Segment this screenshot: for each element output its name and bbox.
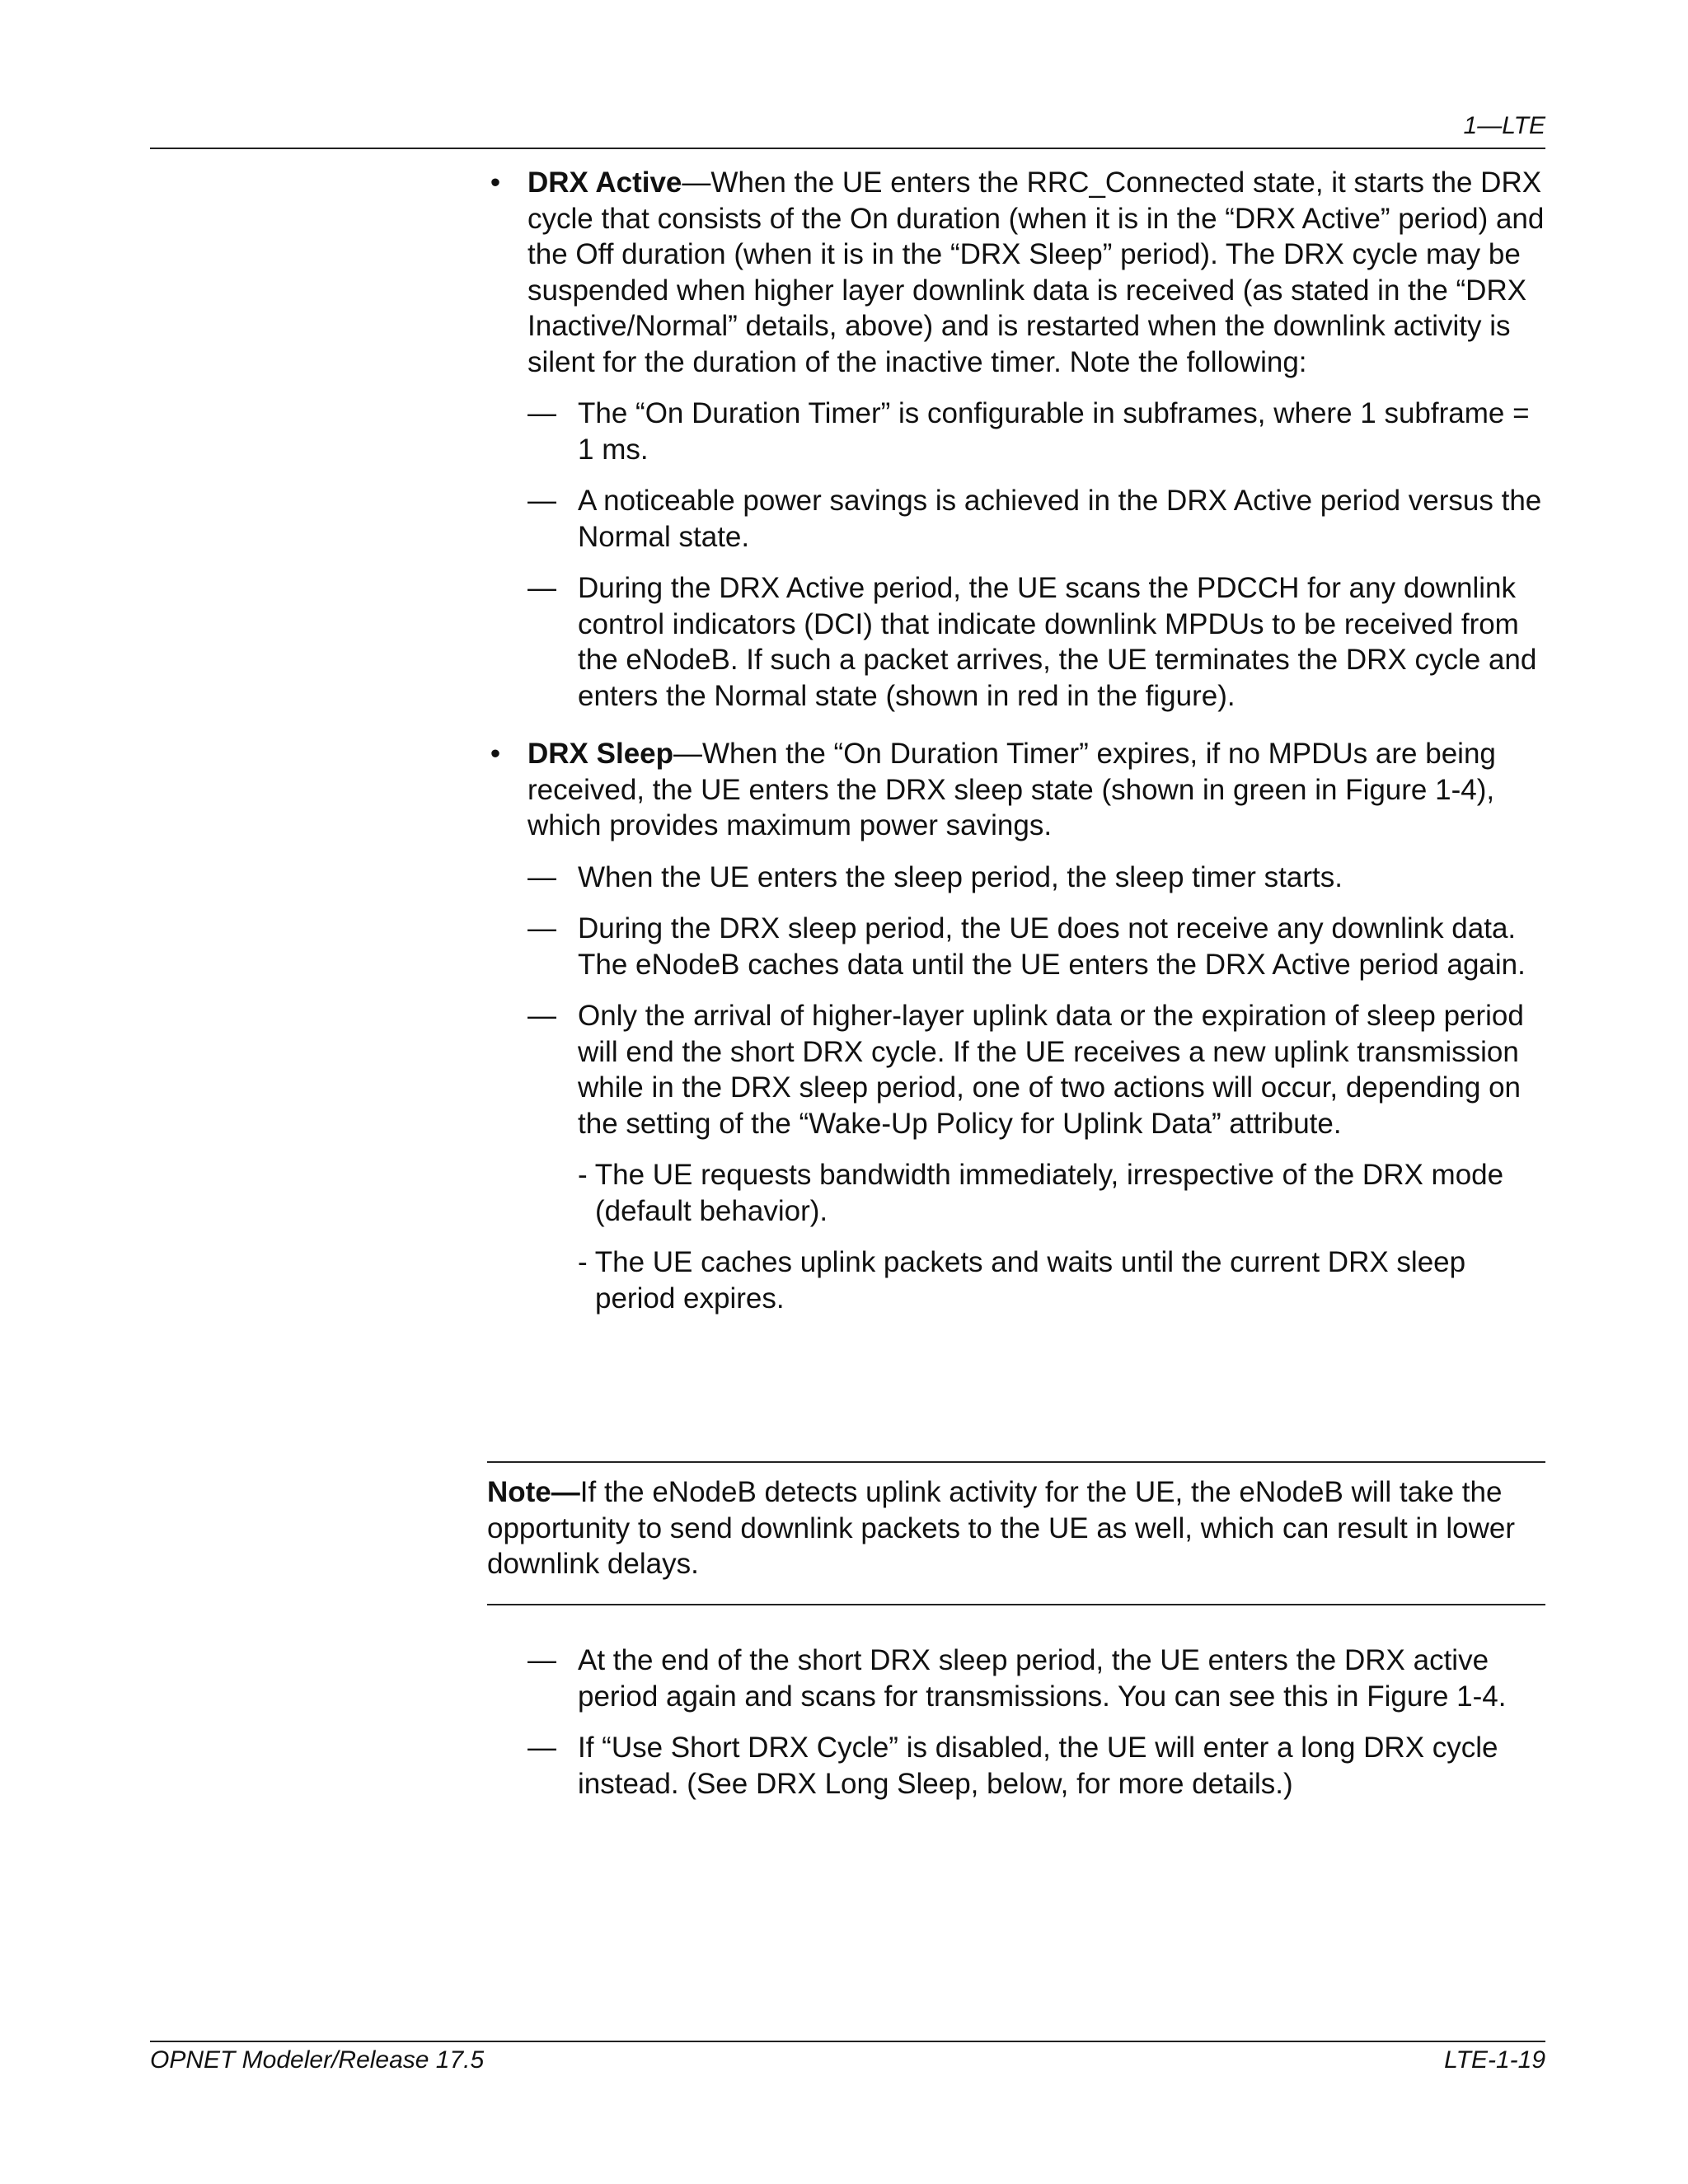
- dash-marker: —: [528, 912, 556, 944]
- note-top-rule: [487, 1461, 1545, 1463]
- drx-cycle-item-2: [487, 1730, 1549, 1802]
- note-block: [487, 1474, 1549, 1582]
- wakeup-option-1: [487, 1157, 1549, 1229]
- footer-rule: [150, 2041, 1545, 2042]
- main-content-top: [487, 165, 1549, 1332]
- drx-sleep-item-1: [487, 860, 1549, 896]
- drx-sleep-item-text: When the UE enters the sleep period, the sleep timer starts.: [578, 860, 1343, 893]
- bullet-marker: •: [490, 738, 501, 770]
- dash-marker: —: [528, 1732, 556, 1764]
- header-rule: [150, 148, 1545, 149]
- note-bottom-rule: [487, 1604, 1545, 1605]
- main-content-bottom: [487, 1643, 1549, 1817]
- dash-marker: —: [528, 860, 556, 893]
- drx-sleep-item-2: [487, 911, 1549, 982]
- dash-marker: —: [528, 1644, 556, 1676]
- footer-release: OPNET Modeler/Release 17.5: [150, 2046, 485, 2074]
- wakeup-option-text: - The UE caches uplink packets and waits until the current DRX sleep period expires.: [578, 1246, 1466, 1315]
- drx-active-text: —When the UE enters the RRC_Connected state, it starts the DRX cycle that consists of the On duration (when it is in the “DRX Active” period) and the Off duration (when it is in the “DRX Sleep” period). The DRX cycle may be suspended when higher layer downlink data is received (as stated in the “DRX Inactive/Normal” details, above) and is restarted when the downlink activity is silent for the duration of the inactive timer. Note the following:: [528, 166, 1545, 378]
- page-number: LTE-1-19: [1444, 2046, 1545, 2074]
- drx-sleep-item-text: During the DRX sleep period, the UE does not receive any downlink data. The eNodeB caches data until the UE enters the DRX Active period again.: [578, 912, 1526, 981]
- wakeup-option-text: - The UE requests bandwidth immediately, irrespective of the DRX mode (default behavior).: [578, 1159, 1504, 1227]
- bullet-drx-active: [487, 165, 1549, 380]
- wakeup-option-2: [487, 1244, 1549, 1316]
- drx-sleep-item-3: [487, 998, 1549, 1141]
- dash-marker: —: [528, 1000, 556, 1032]
- dash-marker: —: [528, 397, 556, 429]
- note-label: Note—: [487, 1476, 580, 1508]
- drx-cycle-item-1: [487, 1643, 1549, 1714]
- drx-active-item-2: [487, 483, 1549, 555]
- bullet-marker: •: [490, 166, 501, 199]
- bullet-drx-sleep: [487, 736, 1549, 844]
- drx-sleep-item-text: Only the arrival of higher-layer uplink data or the expiration of sleep period will end the short DRX cycle. If the UE receives a new uplink transmission while in the DRX sleep period, one of two actions will occur, depending on the setting of the “Wake-Up Policy for Uplink Data” attribute.: [578, 1000, 1524, 1140]
- drx-active-item-text: During the DRX Active period, the UE scans the PDCCH for any downlink control indicators (DCI) that indicate downlink MPDUs to be received from the eNodeB. If such a packet arrives, the UE terminates the DRX cycle and enters the Normal state (shown in red in the figure).: [578, 572, 1537, 712]
- note-text: If the eNodeB detects uplink activity for the UE, the eNodeB will take the opportunity to send downlink packets to the UE as well, which can result in lower downlink delays.: [487, 1476, 1516, 1580]
- drx-sleep-title: DRX Sleep: [528, 738, 673, 770]
- dash-marker: —: [528, 485, 556, 517]
- drx-sleep-text: —When the “On Duration Timer” expires, if no MPDUs are being received, the UE enters the DRX sleep state (shown in green in Figure 1-4), which provides maximum power savings.: [528, 738, 1496, 841]
- drx-cycle-item-text: If “Use Short DRX Cycle” is disabled, the UE will enter a long DRX cycle instead. (See DRX Long Sleep, below, for more details.): [578, 1732, 1498, 1800]
- drx-cycle-item-text: At the end of the short DRX sleep period, the UE enters the DRX active period again and scans for transmissions. You can see this in Figure 1-4.: [578, 1644, 1507, 1713]
- drx-active-item-text: A noticeable power savings is achieved in the DRX Active period versus the Normal state.: [578, 485, 1542, 553]
- drx-active-item-text: The “On Duration Timer” is configurable in subframes, where 1 subframe = 1 ms.: [578, 397, 1530, 466]
- drx-active-item-1: [487, 396, 1549, 467]
- drx-active-item-3: [487, 570, 1549, 714]
- dash-marker: —: [528, 572, 556, 604]
- drx-active-title: DRX Active: [528, 166, 682, 199]
- chapter-header: 1—LTE: [1463, 112, 1545, 139]
